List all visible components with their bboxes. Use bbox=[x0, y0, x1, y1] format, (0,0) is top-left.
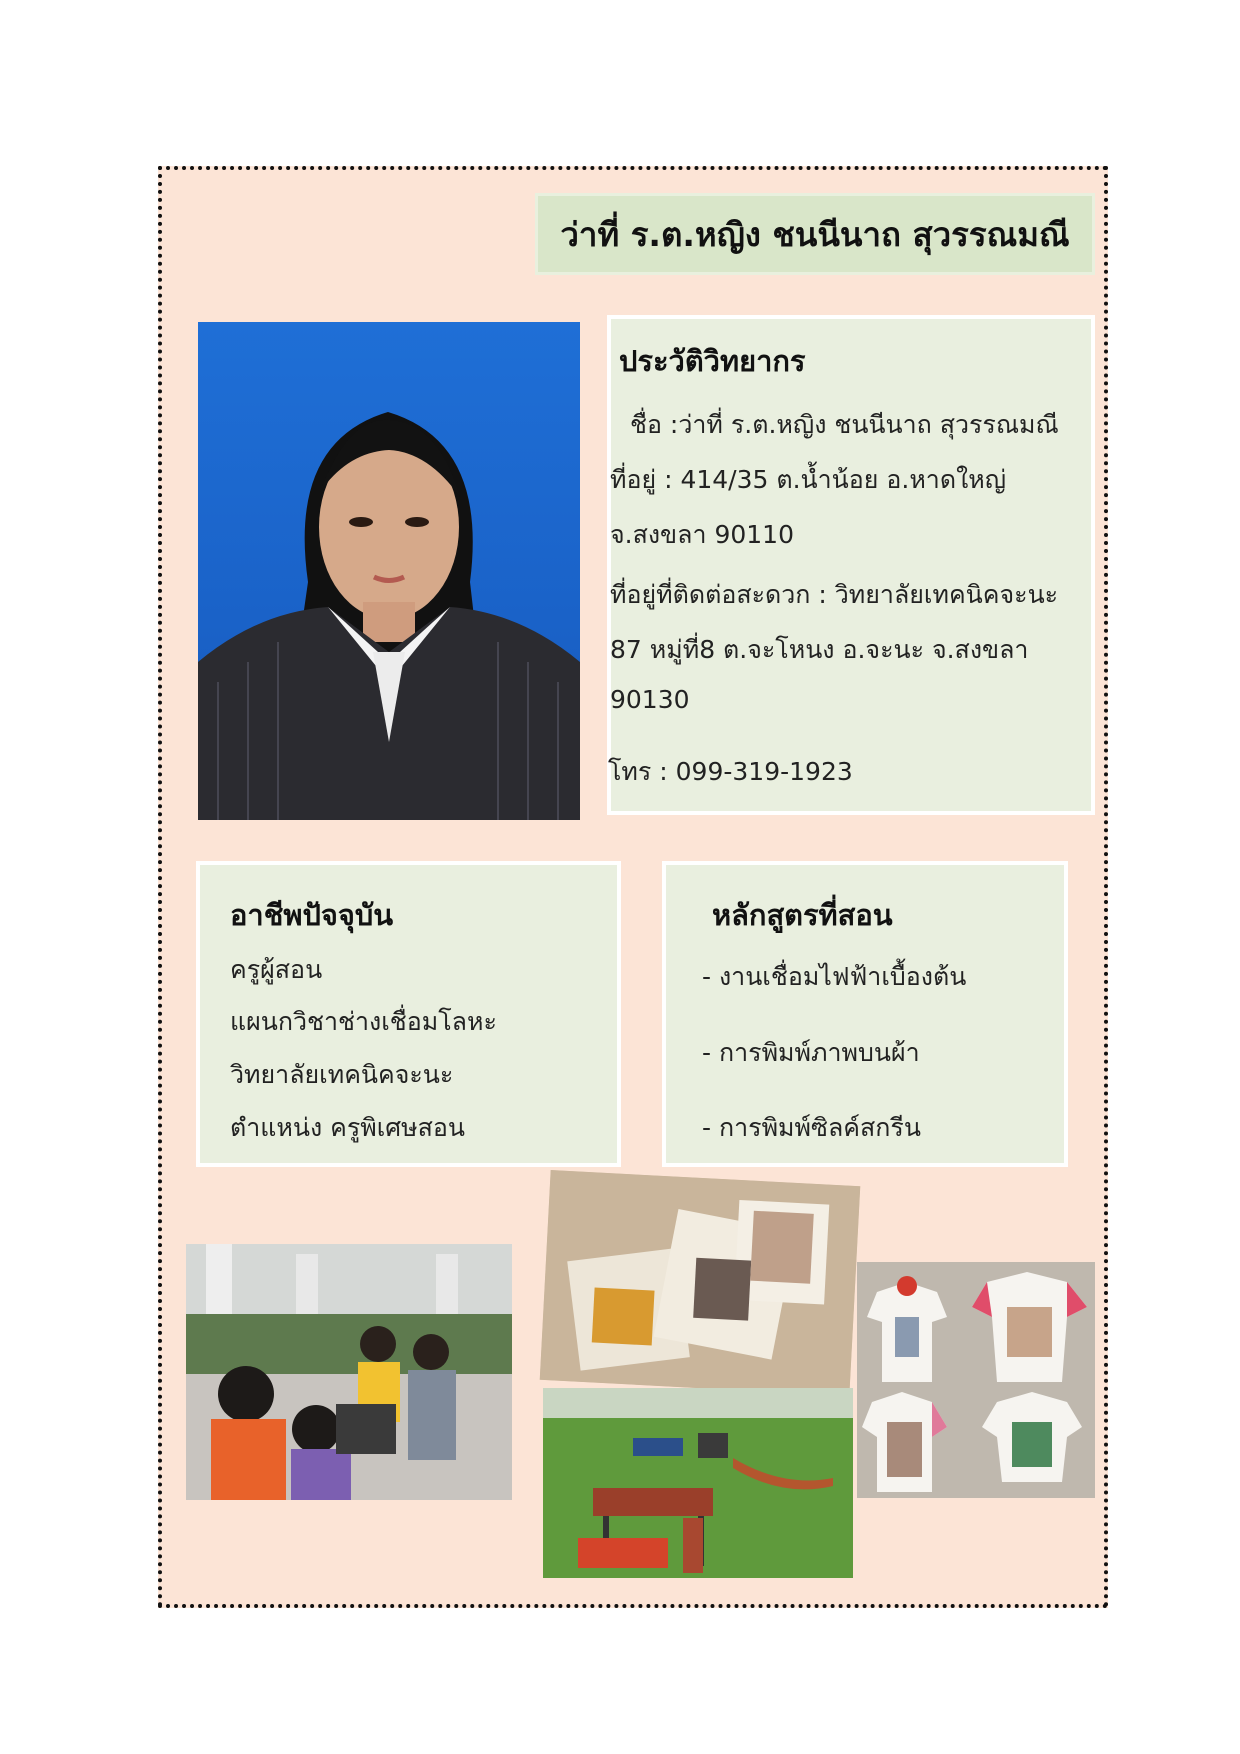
bio-address-line-2: จ.สงขลา 90110 bbox=[610, 520, 794, 549]
portrait-photo bbox=[198, 322, 580, 820]
bio-contact-address-line: ที่อยู่ที่ติดต่อสะดวก : วิทยาลัยเทคนิคจะนะ bbox=[610, 580, 1059, 609]
biography-box bbox=[607, 315, 1095, 815]
bio-contact-address-line-3: 90130 bbox=[610, 685, 690, 714]
course-item: - การพิมพ์ภาพบนผ้า bbox=[702, 1038, 920, 1067]
bio-contact-address-line-2: 87 หมู่ที่8 ต.จะโหนง อ.จะนะ จ.สงขลา bbox=[610, 635, 1029, 664]
occupation-line: แผนกวิชาช่างเชื่อมโลหะ bbox=[230, 1007, 497, 1036]
bio-phone-line: โทร : 099-319-1923 bbox=[608, 757, 853, 786]
courses-heading: หลักสูตรที่สอน bbox=[712, 898, 893, 932]
occupation-line: วิทยาลัยเทคนิคจะนะ bbox=[230, 1060, 454, 1089]
biography-heading: ประวัติวิทยากร bbox=[619, 344, 806, 378]
occupation-line: ครูผู้สอน bbox=[230, 955, 323, 984]
page-title bbox=[535, 193, 1095, 275]
course-item: - งานเชื่อมไฟฟ้าเบื้องต้น bbox=[702, 962, 967, 991]
tote-bags-photo bbox=[540, 1170, 861, 1396]
classroom-photo bbox=[186, 1244, 512, 1500]
course-item: - การพิมพ์ซิลค์สกรีน bbox=[702, 1113, 921, 1142]
title-text: ว่าที่ ร.ต.หญิง ชนนีนาถ สุวรรณมณี bbox=[560, 214, 1070, 254]
bio-name-line: ชื่อ :ว่าที่ ร.ต.หญิง ชนนีนาถ สุวรรณมณี bbox=[630, 410, 1059, 439]
mini-shirts-photo bbox=[857, 1262, 1095, 1498]
occupation-line: ตำแหน่ง ครูพิเศษสอน bbox=[230, 1113, 465, 1142]
garden-furniture-photo bbox=[543, 1388, 853, 1578]
occupation-heading: อาชีพปัจจุบัน bbox=[230, 898, 394, 932]
bio-address-line: ที่อยู่ : 414/35 ต.น้ำน้อย อ.หาดใหญ่ bbox=[610, 465, 1007, 494]
